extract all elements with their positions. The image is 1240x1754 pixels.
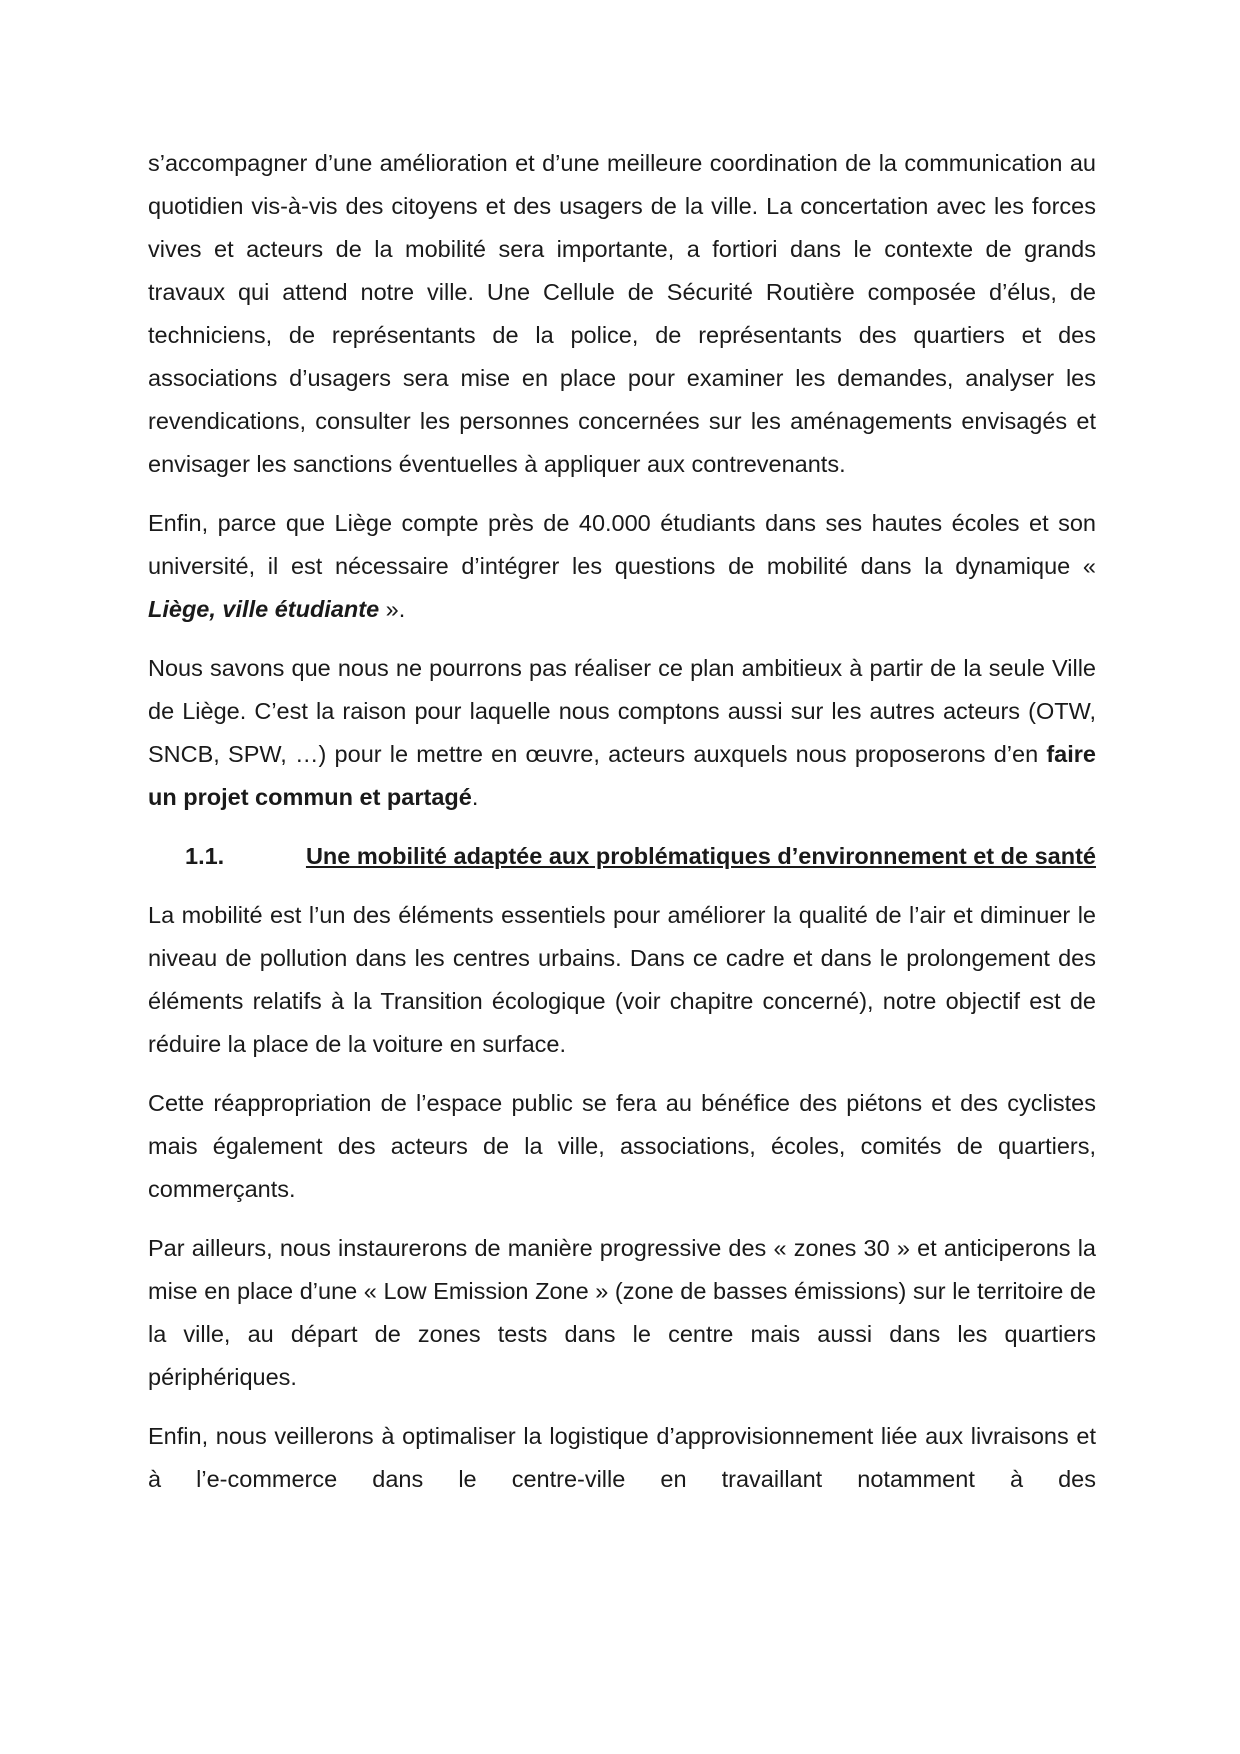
common-project-emphasis: faire un projet commun et partagé (148, 741, 1096, 810)
student-city-closing: ». (379, 596, 406, 622)
paragraph-air-quality: La mobilité est l’un des éléments essentiels pour améliorer la qualité de l’air et diminuer le niveau de pollution dans les centres urbains. Dans ce cadre et dans le prolongement des éléments relatifs à la Transition écologique (voir chapitre concerné), notre objectif est de réduire la place de la voiture en surface. (148, 902, 1096, 1057)
common-project-closing: . (471, 784, 479, 810)
student-city-emphasis: Liège, ville étudiante (148, 596, 380, 622)
paragraph-public-space: Cette réappropriation de l’espace public se fera au bénéfice des piétons et des cyclistes mais également des acteurs de la ville, associations, écoles, comités de quartiers, commerçants. (148, 1090, 1096, 1202)
paragraph-communication: s’accompagner d’une amélioration et d’une meilleure coordination de la communication au quotidien vis-à-vis des citoyens et des usagers de la ville. La concertation avec les forces vives et acteurs de la mobilité sera importante, a fortiori dans le contexte de grands travaux qui attend notre ville. Une Cellule de Sécurité Routière composée d’élus, de techniciens, de représentants de la police, de représentants des quartiers et des associations d’usagers sera mise en place pour examiner les demandes, analyser les revendications, consulter les personnes concernées sur les aménagements envisagés et envisager les sanctions éventuelles à appliquer aux contrevenants. (148, 150, 1096, 477)
paragraph-logistics: Enfin, nous veillerons à optimaliser la logistique d’approvisionnement liée aux livraisons et à l’e-commerce dans le centre-ville en travaillant notamment à des (148, 1423, 1096, 1492)
section-title: Une mobilité adaptée aux problématiques d’environnement et de santé (305, 843, 1096, 869)
common-project-text: Nous savons que nous ne pourrons pas réaliser ce plan ambitieux à partir de la seule Ville de Liège. C’est la raison pour laquelle nous comptons aussi sur les autres acteurs (OTW, SNCB, SPW, …) pour le mettre en œuvre, acteurs auxquels nous proposerons d’en (148, 655, 1096, 767)
student-city-text: Enfin, parce que Liège compte près de 40.000 étudiants dans ses hautes écoles et son université, il est nécessaire d’intégrer les questions de mobilité dans la dynamique « (148, 510, 1096, 579)
paragraph-common-project (148, 647, 1096, 819)
document-body (148, 142, 1096, 1517)
section-number: 1.1. (185, 843, 225, 869)
section-heading (148, 835, 1096, 878)
paragraph-student-city (148, 502, 1096, 631)
paragraph-zones-30: Par ailleurs, nous instaurerons de manière progressive des « zones 30 » et anticiperons la mise en place d’une « Low Emission Zone » (zone de basses émissions) sur le territoire de la ville, au départ de zones tests dans le centre mais aussi dans les quartiers périphériques. (148, 1235, 1096, 1390)
